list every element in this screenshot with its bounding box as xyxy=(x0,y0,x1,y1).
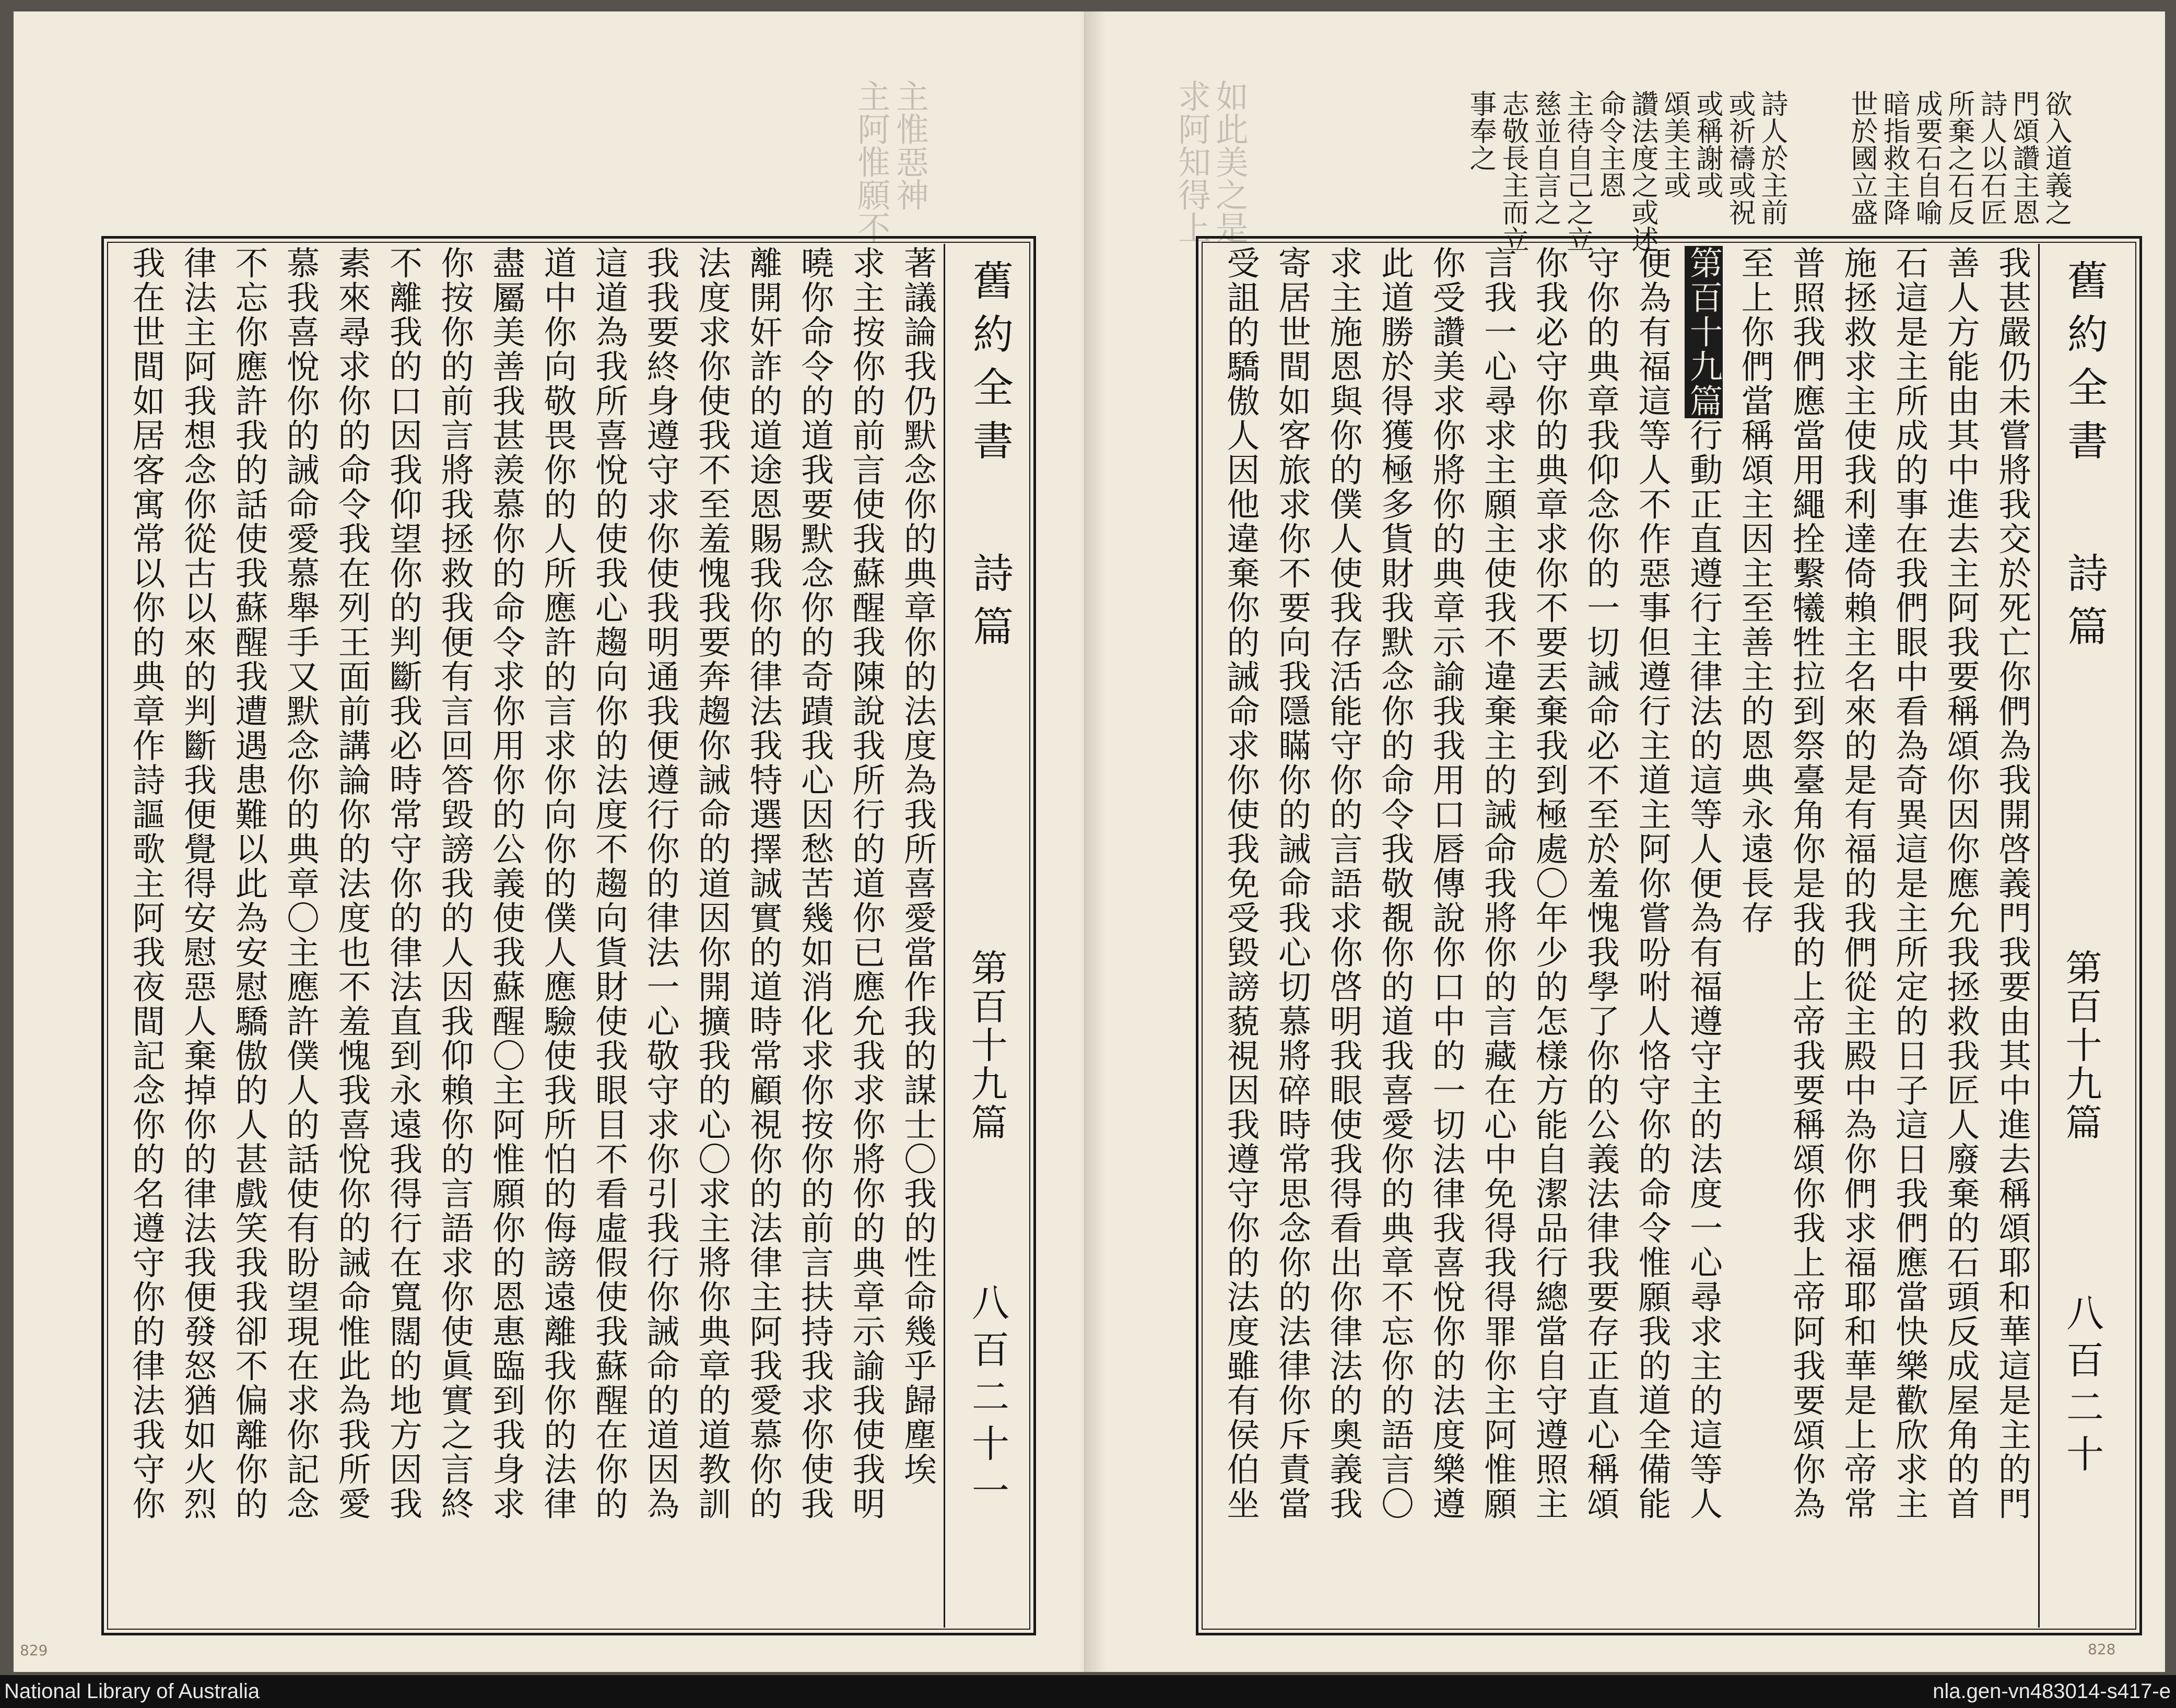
text-column: 第百十九篇行動正直遵行主律法的這等人便為有福遵守主的法度一心尋求主的這等人 xyxy=(1685,246,1723,1521)
margin-note: 成要石自喻 xyxy=(1911,90,1942,226)
margin-note: 命令主恩 xyxy=(1594,90,1626,198)
right-page xyxy=(1085,11,2165,1672)
text-column: 善人方能由其中進去主阿我要稱頌你因你應允我拯救我匠人廢棄的石頭反成屋角的首 xyxy=(1942,246,1980,1521)
text-column: 施拯救求主使我利達倚賴主名來的是有福的我們從主殿中為你們求福耶和華是上帝常 xyxy=(1839,246,1877,1521)
margin-note: 主待自己之立 xyxy=(1562,90,1593,253)
footer-bar xyxy=(0,1675,2176,1708)
text-column: 不忘你應許我的話使我蘇醒我遭遇患難以此為安慰驕傲的人甚戲笑我我卻不偏離你的 xyxy=(230,246,268,1521)
bleed-through-text: 主阿惟願不 xyxy=(852,79,890,244)
book-title: 舊約全書 xyxy=(966,260,1013,473)
margin-note: 暗指救主降 xyxy=(1878,90,1910,226)
header-divider xyxy=(2038,244,2040,1628)
item-identifier: nla.gen-vn483014-s417-e xyxy=(1933,1680,2171,1703)
section-title: 詩篇 xyxy=(2061,552,2108,658)
left-body-text xyxy=(109,246,939,1624)
text-column: 石這是主所成的事在我們眼中看為奇異這是主所定的日子這日我們應當快樂歡欣求主 xyxy=(1890,246,1928,1521)
section-title: 詩篇 xyxy=(966,552,1013,658)
text-column: 你我必守你的典章求你不要丟棄我到極處〇年少的怎樣方能自潔品行總當自守遵照主 xyxy=(1530,246,1569,1521)
page-number: 八百二十 xyxy=(2060,1293,2104,1481)
text-column: 普照我們應當用繩拴繫犧牲拉到祭臺角你是我的上帝我要稱頌你我上帝阿我要頌你為 xyxy=(1787,246,1826,1521)
margin-note: 門頌讚主恩 xyxy=(2008,90,2039,226)
page-number: 八百二十一 xyxy=(966,1283,1009,1518)
text-column: 言我一心尋求主願主使我不違棄主的誡命我將你的言藏在心中免得我得罪你主阿惟願 xyxy=(1479,246,1517,1521)
right-body-text xyxy=(1204,246,2034,1624)
margin-note: 事奉之 xyxy=(1465,90,1496,171)
margin-note: 詩人以石匠 xyxy=(1975,90,2007,226)
margin-note: 慈並自言之 xyxy=(1530,90,1561,226)
header-divider xyxy=(944,244,945,1628)
margin-note: 頌美主或 xyxy=(1659,90,1690,198)
text-column: 你按你的前言將我拯救我便有言回答毀謗我的人因我仰賴你的言語求你使眞實之言終 xyxy=(436,246,474,1521)
text-column: 此道勝於得獲極多貨財我默念你的命令我敬覩你的道我喜愛你的典章不忘你的語言〇 xyxy=(1376,246,1414,1521)
bleed-through-text: 如此美之是 xyxy=(1210,79,1249,244)
text-column: 我甚嚴仍未嘗將我交於死亡你們為我開啓義門我要由其中進去稱頌耶和華這是主的門 xyxy=(1993,246,2031,1521)
bleed-through-text: 求阿知得上 xyxy=(1173,79,1211,244)
text-column: 求主按你的前言使我蘇醒我陳說我所行的道你已應允我求你將你的典章示諭我使我明 xyxy=(847,246,886,1521)
text-column: 守你的典章我仰念你的一切誡命必不至於羞愧我學了你的公義法律我要存正直心稱頌 xyxy=(1582,246,1620,1521)
margin-note: 志敬長主而立 xyxy=(1497,90,1528,253)
text-column: 法度求你使我不至羞愧我要奔趨你誡命的道因你開擴我的心〇求主將你典章的道教訓 xyxy=(693,246,731,1521)
gutter-shadow xyxy=(1079,11,1085,1672)
margin-note: 所棄之石反 xyxy=(1943,90,1974,226)
chapter-label: 第百十九篇 xyxy=(2060,949,2102,1142)
book-title: 舊約全書 xyxy=(2061,260,2108,473)
chapter-label: 第百十九篇 xyxy=(965,949,1008,1142)
margin-note: 詩人於主前 xyxy=(1756,90,1787,226)
margin-note: 世於國立盛 xyxy=(1846,90,1877,226)
text-column: 素來尋求你的命令我在列王面前講論你的法度也不羞愧我喜悅你的誡命惟此為我所愛 xyxy=(333,246,371,1521)
margin-note: 或稱謝或 xyxy=(1691,90,1723,198)
bleed-through-text: 主惟惡神 xyxy=(891,79,929,211)
left-page xyxy=(14,11,1085,1672)
text-column: 盡屬美善我甚羨慕你的命令求你用你的公義使我蘇醒〇主阿惟願你的恩惠臨到我身求 xyxy=(487,246,525,1521)
text-column: 慕我喜悅你的誡命愛慕舉手又默念你的典章〇主應許僕人的話使有盼望現在求你記念 xyxy=(281,246,320,1521)
text-column: 離開奸詐的道途恩賜我你的律法我特選擇誠實的道時常顧視你的法律主阿我愛慕你的 xyxy=(744,246,783,1521)
text-column: 這道為我所喜悅的使我心趨向你的法度不趨向貨財使我眼目不看虛假使我蘇醒在你的 xyxy=(590,246,628,1521)
margin-note: 讚法度之或述 xyxy=(1627,90,1658,253)
chapter-heading-highlight: 第百十九篇 xyxy=(1685,246,1723,418)
text-column: 不離我的口因我仰望你的判斷我必時常守你的律法直到永遠我得行在寬闊的地方因我 xyxy=(384,246,422,1521)
text-column: 求主施恩與你的僕人使我存活能守你的言語求你啓明我眼使我得看出你律法的奧義我 xyxy=(1324,246,1363,1521)
text-column: 著議論我仍默念你的典章你的法度為我所喜愛當作我的謀士〇我的性命幾乎歸塵埃 xyxy=(899,246,937,1487)
corner-mark: 829 xyxy=(20,1642,48,1659)
text-column: 受詛的驕傲人因他違棄你的誡命求你使我免受毀謗藐視因我遵守你的法度雖有侯伯坐 xyxy=(1221,246,1260,1521)
margin-note: 欲入道義之 xyxy=(2040,90,2072,226)
right-text-frame xyxy=(1196,236,2142,1635)
text-column: 便為有福這等人不作惡事但遵行主道主阿你嘗吩咐人恪守你的命令惟願我的道全備能 xyxy=(1633,246,1672,1521)
library-credit: National Library of Australia xyxy=(4,1680,260,1703)
text-column: 至上你們當稱頌主因主至善主的恩典永遠長存 xyxy=(1736,246,1774,935)
margin-note: 或祈禱或祝 xyxy=(1724,90,1755,226)
corner-mark: 828 xyxy=(2088,1641,2116,1658)
left-text-frame xyxy=(101,236,1036,1635)
text-column: 律法主阿我想念你從古以來的判斷我便覺得安慰惡人棄掉你的律法我便發怒猶如火烈 xyxy=(179,246,217,1521)
gutter-shadow xyxy=(1085,11,1106,1672)
text-column: 道中你向敬畏你的人所應許的言求你向你的僕人應驗使我所怕的侮謗遠離我你的法律 xyxy=(538,246,577,1521)
text-column: 曉你命令的道我要默念你的奇蹟我心因愁苦幾如消化求你按你的前言扶持我求你使我 xyxy=(796,246,834,1521)
text-column: 我在世間如居客寓常以你的典章作詩謳歌主阿我夜間記念你的名遵守你的律法我守你 xyxy=(127,246,166,1521)
text-column: 我我要終身遵守求你使我明通我便遵行你的律法一心敬守求你引我行你誡命的道因為 xyxy=(641,246,680,1521)
text-column: 寄居世間如客旅求你不要向我隱瞞你的誡命我心切慕將碎時常思念你的法律你斥責當 xyxy=(1273,246,1311,1521)
text-column: 你受讚美求你將你的典章示諭我我用口唇傳說你口中的一切法律我喜悅你的法度樂遵 xyxy=(1427,246,1466,1521)
